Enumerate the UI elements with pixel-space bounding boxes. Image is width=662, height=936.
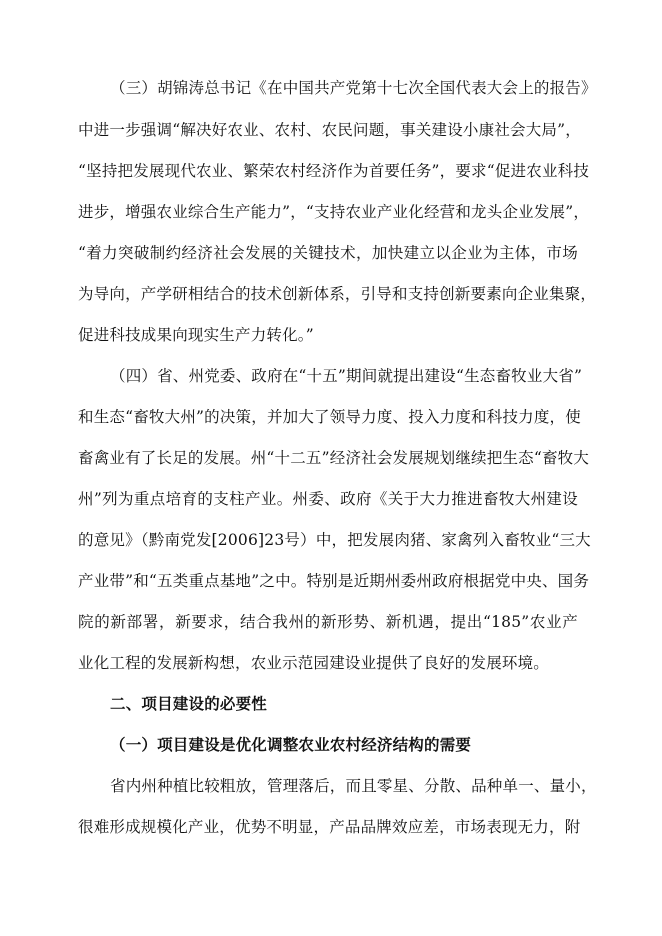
paragraph-3-line-5: “着力突破制约经济社会发展的关键技术，加快建立以企业为主体，市场 xyxy=(78,244,578,262)
paragraph-body-line-2: 很难形成规模化产业，优势不明显，产品品牌效应差，市场表现无力，附 xyxy=(78,818,581,836)
paragraph-3-line-7: 促进科技成果向现实生产力转化。” xyxy=(78,326,314,344)
subsection-heading: （一）项目建设是优化调整农业农村经济结构的需要 xyxy=(110,736,472,754)
paragraph-4-line-2: 和生态“畜牧大州”的决策，并加大了领导力度、投入力度和科技力度，使 xyxy=(78,408,581,426)
paragraph-3-line-2: 中进一步强调“解决好农业、农村、农民问题，事关建设小康社会大局”， xyxy=(78,121,581,139)
paragraph-4-line-5: 的意见》（黔南党发[2006]23号）中，把发展肉猪、家禽列入畜牧业“三大 xyxy=(78,531,591,549)
paragraph-4-line-4: 州”列为重点培育的支柱产业。州委、政府《关于大力推进畜牧大州建设 xyxy=(78,490,578,508)
paragraph-4-line-6: 产业带”和“五类重点基地”之中。特别是近期州委州政府根据党中央、国务 xyxy=(78,572,590,590)
paragraph-4-line-7: 院的新部署，新要求，结合我州的新形势、新机遇，提出“185”农业产 xyxy=(78,613,578,631)
paragraph-3-line-6: 为导向，产学研相结合的技术创新体系，引导和支持创新要素向企业集聚， xyxy=(78,285,597,303)
paragraph-3-line-3: “坚持把发展现代农业、繁荣农村经济作为首要任务”，要求“促进农业科技 xyxy=(78,162,590,180)
paragraph-4-line-1: （四）省、州党委、政府在“十五”期间就提出建设“生态畜牧业大省” xyxy=(110,367,583,385)
paragraph-3-line-4: 进步，增强农业综合生产能力”，“支持农业产业化经营和龙头企业发展”， xyxy=(78,203,590,221)
paragraph-3-line-1: （三）胡锦涛总书记《在中国共产党第十七次全国代表大会上的报告》 xyxy=(110,79,597,97)
section-heading: 二、项目建设的必要性 xyxy=(110,695,268,713)
paragraph-4-line-8: 业化工程的发展新构想，农业示范园建设业提供了良好的发展环境。 xyxy=(78,654,550,672)
paragraph-4-line-3: 畜禽业有了长足的发展。州“十二五”经济社会发展规划继续把生态“畜牧大 xyxy=(78,449,590,467)
paragraph-body-line-1: 省内州种植比较粗放，管理落后，而且零星、分散、品种单一、量小， xyxy=(110,777,597,795)
